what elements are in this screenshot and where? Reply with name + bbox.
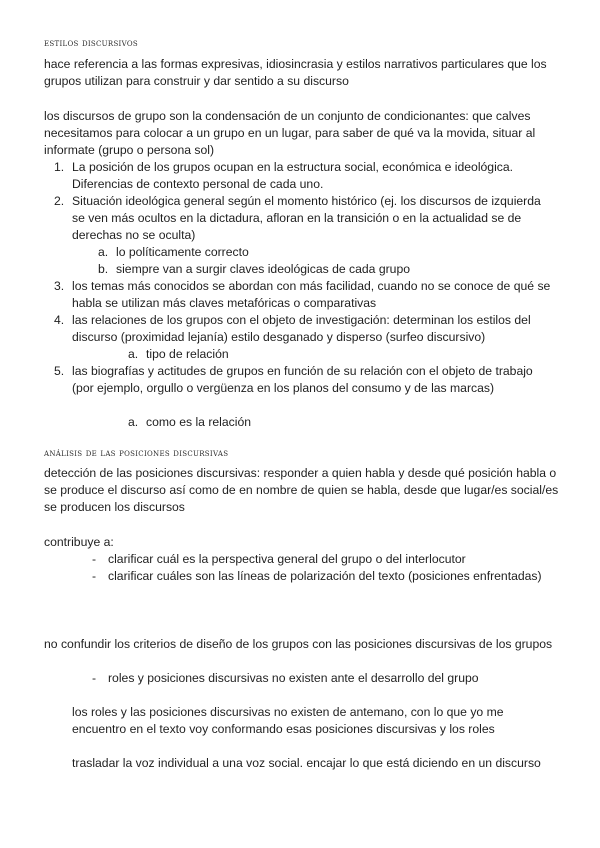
list-number: 5. [54,364,65,378]
sublist-item: tipo de relación [146,347,229,361]
trasladar-paragraph: trasladar la voz individual a una voz social. encajar lo que está diciendo en un discurso [72,756,541,770]
bullet-dash: - [92,671,97,685]
list-item: La posición de los grupos ocupan en la estructura social, económica e ideológica. Diferencias de contexto personal de cada uno. [72,160,514,191]
sublist-letter: a. [128,347,139,361]
list-item: las biografías y actitudes de grupos en función de su relación con el objeto de trabajo (por ejemplo, orgullo o vergüenza en los planos del consumo y de las marcas) [72,364,533,395]
list-number: 2. [54,194,65,208]
section1-paragraph: los discursos de grupo son la condensación de un conjunto de condicionantes: que calves necesitamos para colocar a un grupo en un lugar, para saber de qué va la movida, situar al informate (grupo o persona sol) [44,109,536,157]
sublist-letter: a. [98,245,109,259]
sublist-item: lo políticamente correcto [116,245,249,259]
sublist-letter: a. [128,415,139,429]
sublist-item: como es la relación [146,415,251,429]
bullet-dash: - [92,569,97,583]
no-confundir-paragraph: no confundir los criterios de diseño de los grupos con las posiciones discursivas de los grupos [44,637,553,651]
list-number: 1. [54,160,65,174]
list-item: roles y posiciones discursivas no existen ante el desarrollo del grupo [108,671,479,685]
list-item: Situación ideológica general según el momento histórico (ej. los discursos de izquierda se ven más ocultos en la dictadura, afloran en la transición o en la actualidad se de derechas no se oculta) [72,194,541,242]
list-item: clarificar cuáles son las líneas de polarización del texto (posiciones enfrentadas) [108,569,542,583]
sublist-item: siempre van a surgir claves ideológicas de cada grupo [116,262,411,276]
list-item: los temas más conocidos se abordan con más facilidad, cuando no se conoce de qué se habla se utilizan más claves metafóricas o comparativas [72,279,551,310]
list-item: clarificar cuál es la perspectiva general del grupo o del interlocutor [108,552,466,566]
sublist-letter: b. [98,262,109,276]
section2-intro: detección de las posiciones discursivas: responder a quien habla y desde qué posición habla o se produce el discurso así como de en nombre de quien se habla, desde que lugar/es social/es se producen los discursos [44,466,559,514]
bullet-dash: - [92,552,97,566]
list-number: 4. [54,313,65,327]
list-number: 3. [54,279,65,293]
roles-paragraph: los roles y las posiciones discursivas no existen de antemano, con lo que yo me encuentro en el texto voy conformando esas posiciones discursivas y los roles [72,705,504,736]
section-heading-estilos: estilos discursivos [44,38,138,49]
section1-intro: hace referencia a las formas expresivas, idiosincrasia y estilos narrativos particulares que los grupos utilizan para construir y dar sentido a su discurso [44,57,547,88]
contribuye-label: contribuye a: [44,535,114,549]
list-item: las relaciones de los grupos con el objeto de investigación: determinan los estilos del discurso (proximidad lejanía) estilo desganado y disperso (surfeo discursivo) [72,313,531,344]
section-heading-analisis: análisis de las posiciones discursivas [44,448,229,459]
